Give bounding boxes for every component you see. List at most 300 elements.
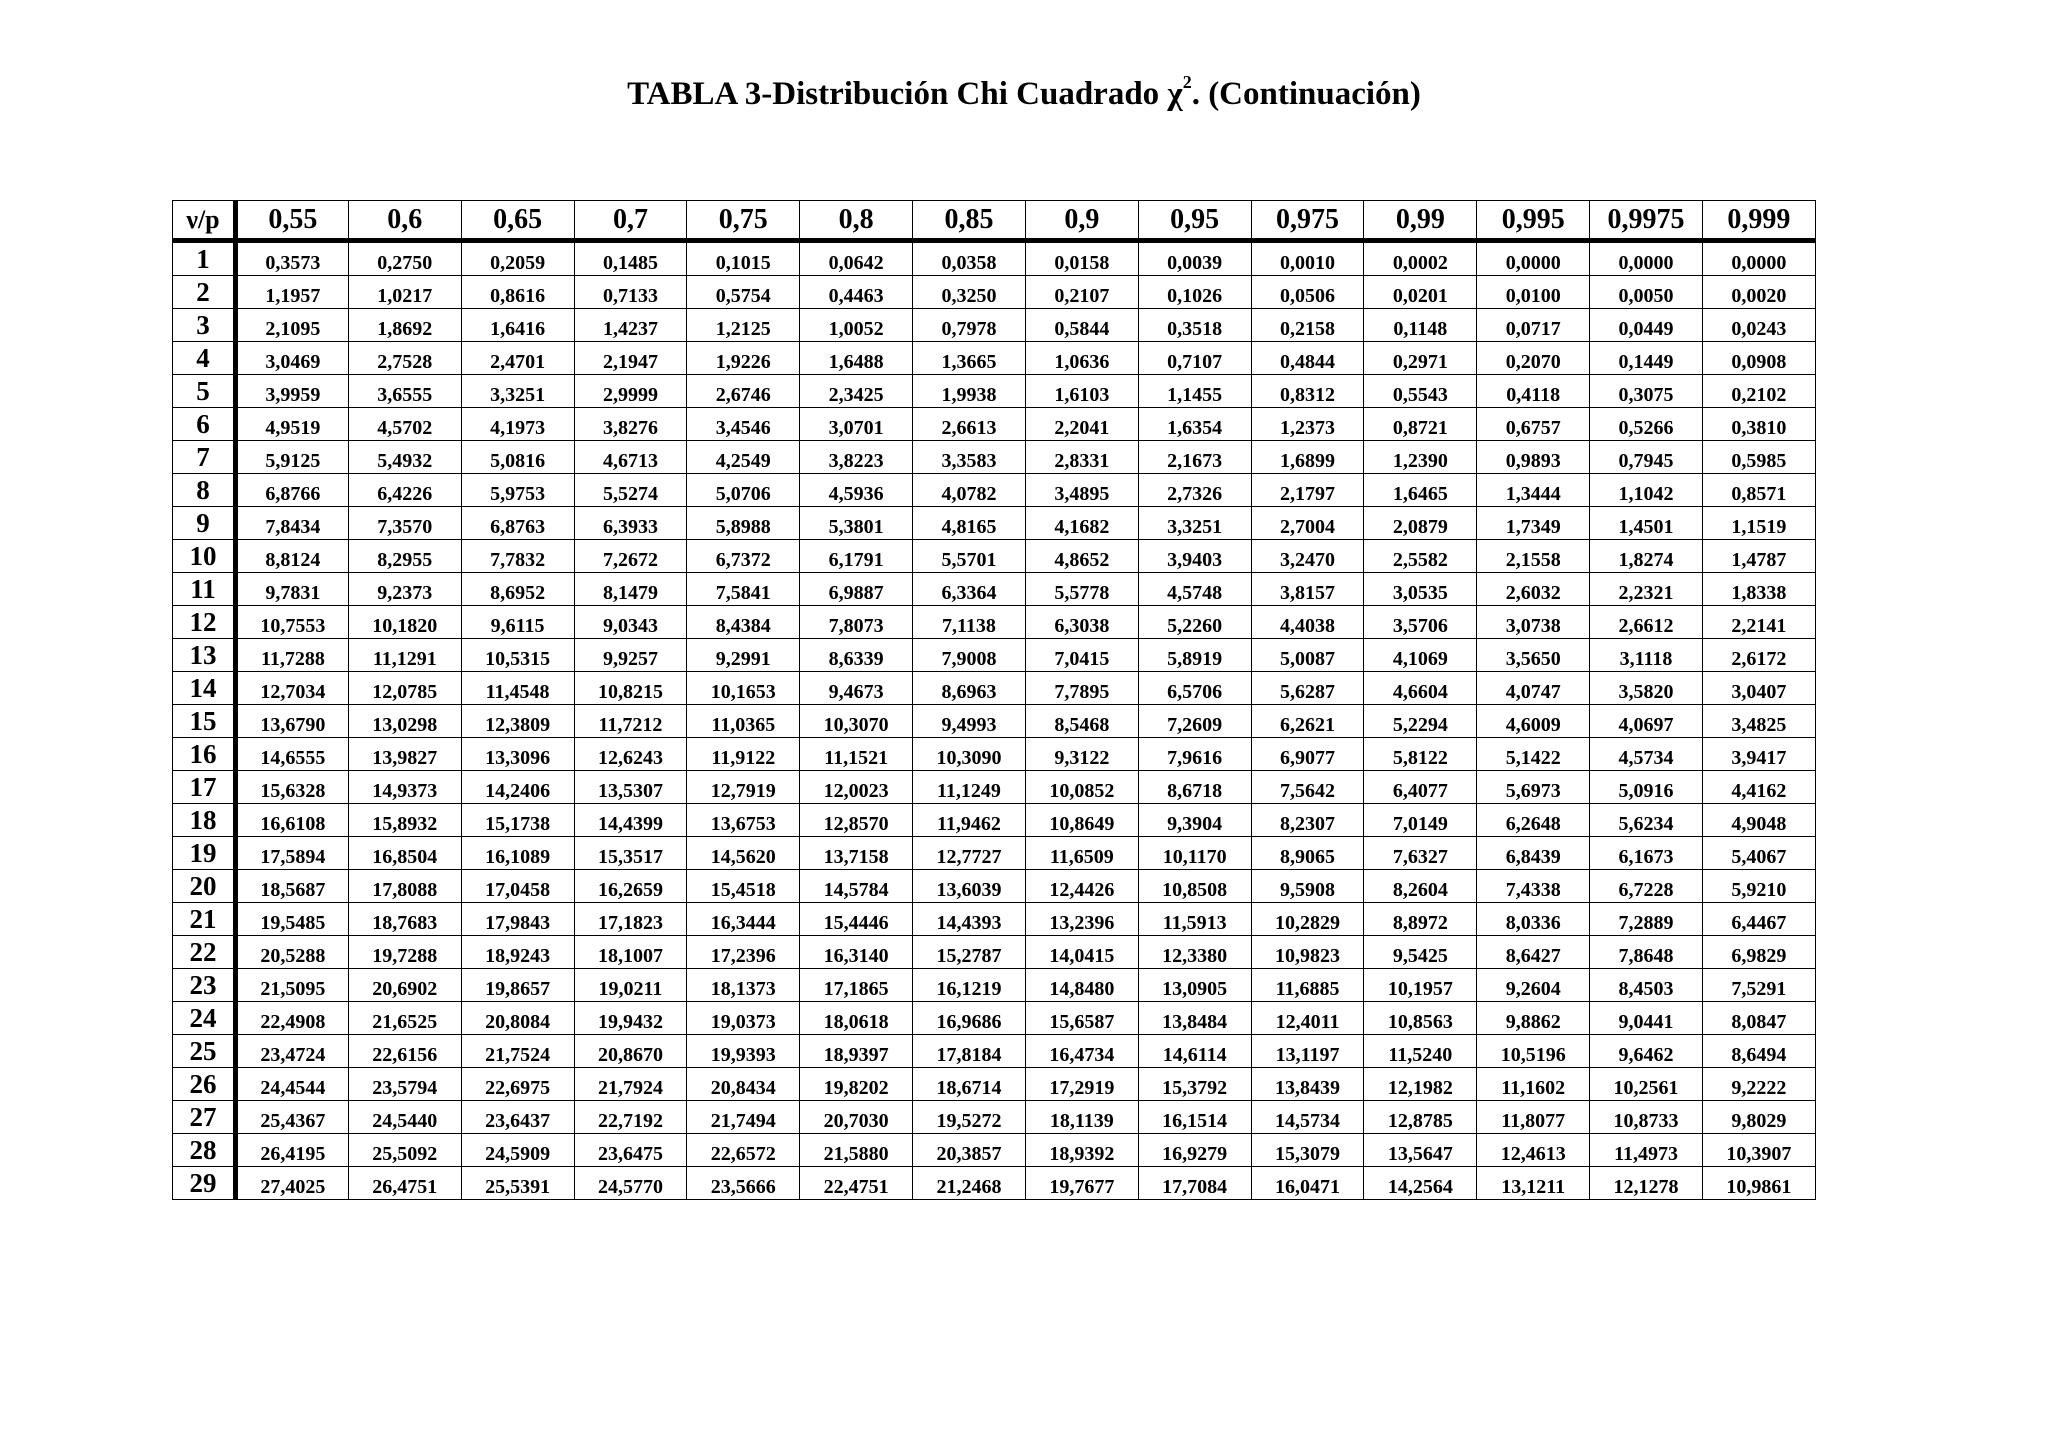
table-cell: 4,4038	[1251, 606, 1364, 639]
table-cell: 5,0706	[687, 474, 800, 507]
table-cell: 22,6572	[687, 1134, 800, 1167]
table-cell: 2,1673	[1138, 441, 1251, 474]
row-header-nu: 6	[173, 408, 236, 441]
table-cell: 15,3792	[1138, 1068, 1251, 1101]
table-cell: 17,2396	[687, 936, 800, 969]
table-cell: 0,2750	[348, 241, 461, 276]
table-cell: 18,7683	[348, 903, 461, 936]
table-cell: 0,3518	[1138, 309, 1251, 342]
table-row	[173, 1035, 1816, 1068]
table-cell: 21,6525	[348, 1002, 461, 1035]
table-cell: 21,5095	[236, 969, 349, 1002]
table-cell: 7,9008	[913, 639, 1026, 672]
table-cell: 19,5485	[236, 903, 349, 936]
table-cell: 6,9077	[1251, 738, 1364, 771]
table-cell: 0,8571	[1702, 474, 1815, 507]
title-suffix: . (Continuación)	[1191, 76, 1421, 112]
table-cell: 4,8165	[913, 507, 1026, 540]
table-cell: 13,5647	[1364, 1134, 1477, 1167]
table-cell: 3,0701	[800, 408, 913, 441]
chi-square-table	[172, 200, 1816, 1200]
table-row	[173, 342, 1816, 375]
table-cell: 1,4787	[1702, 540, 1815, 573]
table-cell: 10,1653	[687, 672, 800, 705]
table-cell: 1,6465	[1364, 474, 1477, 507]
table-cell: 10,8733	[1590, 1101, 1703, 1134]
table-cell: 0,0039	[1138, 241, 1251, 276]
table-cell: 8,2604	[1364, 870, 1477, 903]
table-cell: 6,1791	[800, 540, 913, 573]
table-cell: 13,1211	[1477, 1167, 1590, 1200]
table-cell: 0,2107	[1025, 276, 1138, 309]
table-cell: 4,4162	[1702, 771, 1815, 804]
table-cell: 0,0050	[1590, 276, 1703, 309]
table-cell: 9,3904	[1138, 804, 1251, 837]
table-cell: 0,5543	[1364, 375, 1477, 408]
table-cell: 18,6714	[913, 1068, 1026, 1101]
table-cell: 14,2564	[1364, 1167, 1477, 1200]
table-cell: 7,9616	[1138, 738, 1251, 771]
table-cell: 5,1422	[1477, 738, 1590, 771]
table-cell: 6,9829	[1702, 936, 1815, 969]
table-cell: 6,2648	[1477, 804, 1590, 837]
table-cell: 18,9243	[461, 936, 574, 969]
table-cell: 8,1479	[574, 573, 687, 606]
table-cell: 12,3809	[461, 705, 574, 738]
table-cell: 8,2955	[348, 540, 461, 573]
table-cell: 3,9959	[236, 375, 349, 408]
table-cell: 14,0415	[1025, 936, 1138, 969]
table-cell: 5,9753	[461, 474, 574, 507]
table-cell: 6,3933	[574, 507, 687, 540]
row-header-nu: 18	[173, 804, 236, 837]
table-cell: 1,0636	[1025, 342, 1138, 375]
table-cell: 18,9392	[1025, 1134, 1138, 1167]
table-cell: 1,1519	[1702, 507, 1815, 540]
table-cell: 0,2102	[1702, 375, 1815, 408]
table-cell: 20,8434	[687, 1068, 800, 1101]
table-cell: 19,7288	[348, 936, 461, 969]
table-cell: 10,1820	[348, 606, 461, 639]
table-row	[173, 573, 1816, 606]
table-row	[173, 705, 1816, 738]
table-cell: 16,3444	[687, 903, 800, 936]
table-cell: 7,3570	[348, 507, 461, 540]
table-cell: 10,8563	[1364, 1002, 1477, 1035]
table-cell: 4,9048	[1702, 804, 1815, 837]
table-cell: 25,4367	[236, 1101, 349, 1134]
table-cell: 0,7945	[1590, 441, 1703, 474]
table-cell: 10,7553	[236, 606, 349, 639]
table-cell: 2,7528	[348, 342, 461, 375]
table-cell: 1,0052	[800, 309, 913, 342]
table-cell: 0,0506	[1251, 276, 1364, 309]
table-cell: 0,1148	[1364, 309, 1477, 342]
table-cell: 26,4195	[236, 1134, 349, 1167]
table-cell: 12,0785	[348, 672, 461, 705]
table-cell: 1,1455	[1138, 375, 1251, 408]
table-header-row	[173, 201, 1816, 241]
table-cell: 21,7924	[574, 1068, 687, 1101]
table-cell: 19,8202	[800, 1068, 913, 1101]
table-cell: 1,0217	[348, 276, 461, 309]
row-header-nu: 26	[173, 1068, 236, 1101]
table-row	[173, 408, 1816, 441]
table-cell: 3,8157	[1251, 573, 1364, 606]
table-cell: 4,1682	[1025, 507, 1138, 540]
table-cell: 11,7212	[574, 705, 687, 738]
table-cell: 6,7372	[687, 540, 800, 573]
table-cell: 0,0010	[1251, 241, 1364, 276]
page-title	[0, 70, 2048, 118]
table-cell: 8,2307	[1251, 804, 1364, 837]
table-cell: 4,5702	[348, 408, 461, 441]
table-cell: 23,4724	[236, 1035, 349, 1068]
table-row	[173, 936, 1816, 969]
row-header-nu: 12	[173, 606, 236, 639]
table-cell: 23,5666	[687, 1167, 800, 1200]
table-cell: 7,2672	[574, 540, 687, 573]
row-header-nu: 11	[173, 573, 236, 606]
table-cell: 4,2549	[687, 441, 800, 474]
table-cell: 2,8331	[1025, 441, 1138, 474]
table-cell: 13,3096	[461, 738, 574, 771]
column-header-p: 0,999	[1702, 201, 1815, 241]
table-cell: 25,5391	[461, 1167, 574, 1200]
table-cell: 5,0916	[1590, 771, 1703, 804]
table-cell: 7,0149	[1364, 804, 1477, 837]
table-cell: 6,5706	[1138, 672, 1251, 705]
table-cell: 0,0020	[1702, 276, 1815, 309]
table-cell: 7,5291	[1702, 969, 1815, 1002]
row-header-nu: 3	[173, 309, 236, 342]
table-cell: 10,0852	[1025, 771, 1138, 804]
table-cell: 6,7228	[1590, 870, 1703, 903]
table-row	[173, 309, 1816, 342]
table-row	[173, 606, 1816, 639]
table-cell: 11,1521	[800, 738, 913, 771]
table-cell: 0,0158	[1025, 241, 1138, 276]
table-cell: 2,2321	[1590, 573, 1703, 606]
table-cell: 9,5908	[1251, 870, 1364, 903]
table-cell: 0,3075	[1590, 375, 1703, 408]
table-cell: 2,1947	[574, 342, 687, 375]
table-cell: 0,0642	[800, 241, 913, 276]
table-cell: 11,0365	[687, 705, 800, 738]
table-row	[173, 474, 1816, 507]
column-header-p: 0,9975	[1590, 201, 1703, 241]
table-cell: 14,9373	[348, 771, 461, 804]
table-cell: 0,5754	[687, 276, 800, 309]
table-cell: 8,4503	[1590, 969, 1703, 1002]
table-cell: 1,9226	[687, 342, 800, 375]
table-cell: 2,7326	[1138, 474, 1251, 507]
table-cell: 20,3857	[913, 1134, 1026, 1167]
table-cell: 0,3250	[913, 276, 1026, 309]
table-cell: 0,0100	[1477, 276, 1590, 309]
table-cell: 5,2260	[1138, 606, 1251, 639]
table-cell: 4,9519	[236, 408, 349, 441]
table-cell: 19,5272	[913, 1101, 1026, 1134]
table-cell: 3,5820	[1590, 672, 1703, 705]
table-cell: 4,5734	[1590, 738, 1703, 771]
table-cell: 5,4067	[1702, 837, 1815, 870]
table-cell: 5,6234	[1590, 804, 1703, 837]
row-header-nu: 23	[173, 969, 236, 1002]
table-cell: 9,6115	[461, 606, 574, 639]
table-cell: 14,4399	[574, 804, 687, 837]
table-cell: 2,6613	[913, 408, 1026, 441]
table-cell: 5,2294	[1364, 705, 1477, 738]
table-cell: 24,5909	[461, 1134, 574, 1167]
table-cell: 3,4825	[1702, 705, 1815, 738]
row-header-nu: 13	[173, 639, 236, 672]
table-cell: 2,4701	[461, 342, 574, 375]
table-cell: 5,0816	[461, 441, 574, 474]
column-header-p: 0,75	[687, 201, 800, 241]
table-cell: 4,6009	[1477, 705, 1590, 738]
table-cell: 14,2406	[461, 771, 574, 804]
table-cell: 0,2059	[461, 241, 574, 276]
column-header-p: 0,7	[574, 201, 687, 241]
table-row	[173, 1167, 1816, 1200]
table-cell: 8,5468	[1025, 705, 1138, 738]
table-cell: 7,4338	[1477, 870, 1590, 903]
table-cell: 3,8223	[800, 441, 913, 474]
table-cell: 0,8616	[461, 276, 574, 309]
table-row	[173, 441, 1816, 474]
table-cell: 8,6718	[1138, 771, 1251, 804]
table-cell: 0,1449	[1590, 342, 1703, 375]
table-row	[173, 276, 1816, 309]
table-cell: 3,3251	[461, 375, 574, 408]
column-header-p: 0,8	[800, 201, 913, 241]
table-cell: 10,2561	[1590, 1068, 1703, 1101]
table-cell: 8,6427	[1477, 936, 1590, 969]
column-header-p: 0,65	[461, 201, 574, 241]
table-cell: 2,6612	[1590, 606, 1703, 639]
table-cell: 7,2609	[1138, 705, 1251, 738]
table-cell: 1,3444	[1477, 474, 1590, 507]
table-cell: 16,0471	[1251, 1167, 1364, 1200]
table-cell: 8,8972	[1364, 903, 1477, 936]
table-row	[173, 241, 1816, 276]
table-cell: 0,9893	[1477, 441, 1590, 474]
table-cell: 17,0458	[461, 870, 574, 903]
table-cell: 7,6327	[1364, 837, 1477, 870]
table-cell: 2,2041	[1025, 408, 1138, 441]
table-cell: 5,6287	[1251, 672, 1364, 705]
table-cell: 16,4734	[1025, 1035, 1138, 1068]
table-cell: 0,5844	[1025, 309, 1138, 342]
table-cell: 1,7349	[1477, 507, 1590, 540]
table-row	[173, 804, 1816, 837]
table-cell: 4,5748	[1138, 573, 1251, 606]
table-cell: 6,1673	[1590, 837, 1703, 870]
table-cell: 0,3573	[236, 241, 349, 276]
table-cell: 16,1089	[461, 837, 574, 870]
table-cell: 11,1291	[348, 639, 461, 672]
table-cell: 11,6885	[1251, 969, 1364, 1002]
table-cell: 11,5240	[1364, 1035, 1477, 1068]
table-cell: 3,1118	[1590, 639, 1703, 672]
table-cell: 24,5440	[348, 1101, 461, 1134]
column-header-p: 0,85	[913, 201, 1026, 241]
table-cell: 0,5266	[1590, 408, 1703, 441]
table-cell: 12,7919	[687, 771, 800, 804]
table-cell: 12,8570	[800, 804, 913, 837]
table-cell: 14,5784	[800, 870, 913, 903]
table-cell: 9,2604	[1477, 969, 1590, 1002]
table-cell: 10,8215	[574, 672, 687, 705]
row-header-nu: 1	[173, 241, 236, 276]
table-row	[173, 1134, 1816, 1167]
table-cell: 5,5701	[913, 540, 1026, 573]
table-cell: 10,3070	[800, 705, 913, 738]
table-cell: 19,9432	[574, 1002, 687, 1035]
table-cell: 17,1865	[800, 969, 913, 1002]
table-cell: 3,0407	[1702, 672, 1815, 705]
table-cell: 17,7084	[1138, 1167, 1251, 1200]
table-cell: 12,8785	[1364, 1101, 1477, 1134]
table-cell: 23,5794	[348, 1068, 461, 1101]
table-row	[173, 837, 1816, 870]
column-header-p: 0,995	[1477, 201, 1590, 241]
table-cell: 9,8862	[1477, 1002, 1590, 1035]
title-superscript: 2	[1182, 72, 1192, 92]
table-cell: 26,4751	[348, 1167, 461, 1200]
table-cell: 1,9938	[913, 375, 1026, 408]
table-cell: 6,3364	[913, 573, 1026, 606]
row-header-nu: 2	[173, 276, 236, 309]
table-cell: 8,6494	[1702, 1035, 1815, 1068]
table-cell: 1,1042	[1590, 474, 1703, 507]
table-cell: 19,7677	[1025, 1167, 1138, 1200]
table-cell: 5,9210	[1702, 870, 1815, 903]
table-cell: 10,9823	[1251, 936, 1364, 969]
table-cell: 20,8670	[574, 1035, 687, 1068]
table-cell: 6,4467	[1702, 903, 1815, 936]
table-cell: 0,8721	[1364, 408, 1477, 441]
table-cell: 11,9122	[687, 738, 800, 771]
table-cell: 2,1558	[1477, 540, 1590, 573]
table-cell: 22,6156	[348, 1035, 461, 1068]
table-cell: 3,4546	[687, 408, 800, 441]
table-cell: 15,4518	[687, 870, 800, 903]
table-cell: 13,5307	[574, 771, 687, 804]
table-cell: 15,8932	[348, 804, 461, 837]
table-cell: 0,1026	[1138, 276, 1251, 309]
table-cell: 5,9125	[236, 441, 349, 474]
table-cell: 13,6790	[236, 705, 349, 738]
table-cell: 0,7978	[913, 309, 1026, 342]
row-header-nu: 22	[173, 936, 236, 969]
row-header-nu: 25	[173, 1035, 236, 1068]
table-cell: 10,2829	[1251, 903, 1364, 936]
corner-header: ν/p	[173, 201, 236, 241]
table-cell: 27,4025	[236, 1167, 349, 1200]
table-cell: 21,2468	[913, 1167, 1026, 1200]
table-cell: 15,4446	[800, 903, 913, 936]
table-cell: 8,0336	[1477, 903, 1590, 936]
table-cell: 7,0415	[1025, 639, 1138, 672]
table-cell: 9,6462	[1590, 1035, 1703, 1068]
table-cell: 2,3425	[800, 375, 913, 408]
table-cell: 10,3090	[913, 738, 1026, 771]
table-cell: 15,3079	[1251, 1134, 1364, 1167]
table-row	[173, 738, 1816, 771]
table-cell: 16,9686	[913, 1002, 1026, 1035]
table-cell: 13,0298	[348, 705, 461, 738]
table-cell: 14,6114	[1138, 1035, 1251, 1068]
table-cell: 9,9257	[574, 639, 687, 672]
row-header-nu: 17	[173, 771, 236, 804]
table-cell: 1,4237	[574, 309, 687, 342]
table-cell: 17,8088	[348, 870, 461, 903]
column-header-p: 0,6	[348, 201, 461, 241]
column-header-p: 0,99	[1364, 201, 1477, 241]
table-cell: 12,4613	[1477, 1134, 1590, 1167]
table-cell: 20,7030	[800, 1101, 913, 1134]
table-row	[173, 1002, 1816, 1035]
table-cell: 10,9861	[1702, 1167, 1815, 1200]
table-cell: 6,8766	[236, 474, 349, 507]
table-cell: 2,6746	[687, 375, 800, 408]
table-cell: 14,5734	[1251, 1101, 1364, 1134]
table-cell: 9,7831	[236, 573, 349, 606]
table-cell: 11,7288	[236, 639, 349, 672]
table-cell: 11,1249	[913, 771, 1026, 804]
table-cell: 15,1738	[461, 804, 574, 837]
table-cell: 10,8649	[1025, 804, 1138, 837]
table-cell: 9,8029	[1702, 1101, 1815, 1134]
table-cell: 0,0000	[1477, 241, 1590, 276]
table-cell: 3,0535	[1364, 573, 1477, 606]
table-cell: 18,1373	[687, 969, 800, 1002]
table-cell: 2,1797	[1251, 474, 1364, 507]
table-cell: 19,9393	[687, 1035, 800, 1068]
table-cell: 18,1007	[574, 936, 687, 969]
table-cell: 21,7524	[461, 1035, 574, 1068]
table-cell: 0,2158	[1251, 309, 1364, 342]
table-cell: 5,8988	[687, 507, 800, 540]
table-cell: 0,2971	[1364, 342, 1477, 375]
table-cell: 13,2396	[1025, 903, 1138, 936]
table-cell: 12,7034	[236, 672, 349, 705]
table-cell: 13,6753	[687, 804, 800, 837]
table-cell: 5,8919	[1138, 639, 1251, 672]
table-body	[173, 241, 1816, 1200]
table-cell: 19,8657	[461, 969, 574, 1002]
table-cell: 2,6032	[1477, 573, 1590, 606]
table-cell: 8,8124	[236, 540, 349, 573]
table-cell: 15,3517	[574, 837, 687, 870]
table-cell: 7,5642	[1251, 771, 1364, 804]
table-cell: 11,5913	[1138, 903, 1251, 936]
table-cell: 11,8077	[1477, 1101, 1590, 1134]
table-cell: 13,8484	[1138, 1002, 1251, 1035]
table-cell: 24,4544	[236, 1068, 349, 1101]
table-cell: 9,3122	[1025, 738, 1138, 771]
table-cell: 0,5985	[1702, 441, 1815, 474]
table-cell: 18,0618	[800, 1002, 913, 1035]
table-cell: 4,0782	[913, 474, 1026, 507]
table-cell: 8,6952	[461, 573, 574, 606]
table-cell: 4,5936	[800, 474, 913, 507]
table-cell: 0,0243	[1702, 309, 1815, 342]
table-cell: 5,5778	[1025, 573, 1138, 606]
table-cell: 1,2390	[1364, 441, 1477, 474]
